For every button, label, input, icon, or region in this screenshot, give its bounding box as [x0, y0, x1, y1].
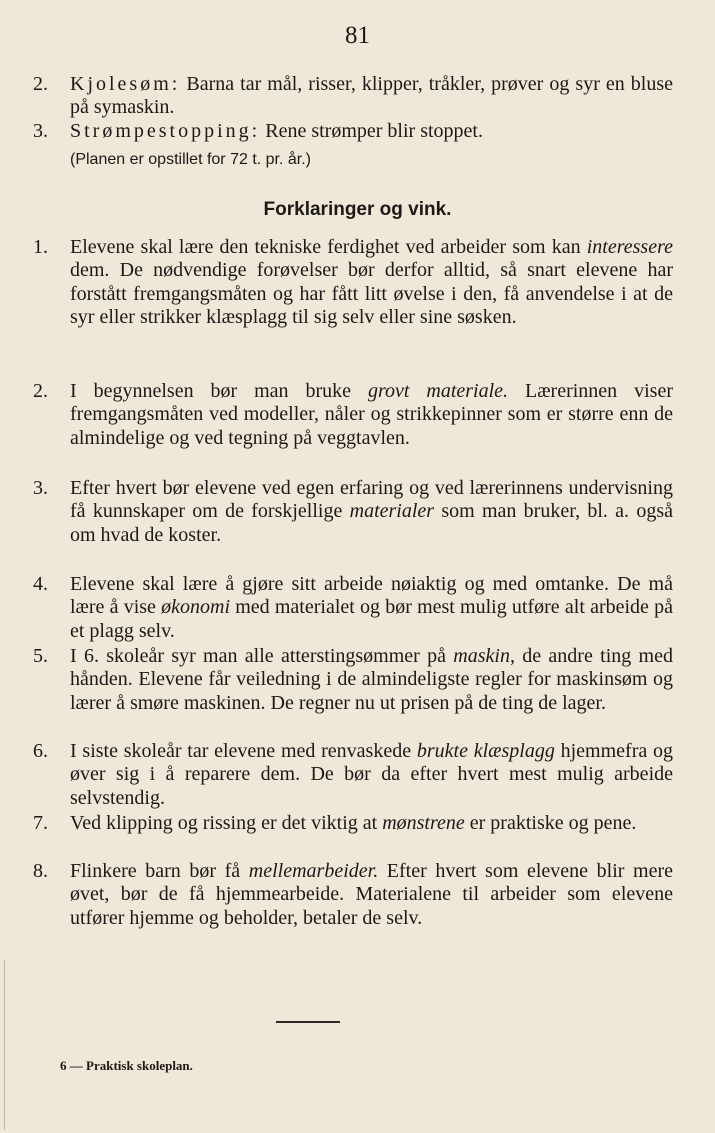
item-text: I begynnelsen bør man bruke [70, 380, 368, 402]
list-item [33, 860, 673, 930]
item-text: hjemmefra og øver sig i å reparere dem. De bør da efter hvert mest mulig arbeide selvstendig. [70, 740, 674, 809]
item-text: I siste skoleår tar elevene med renvaskede [70, 740, 417, 762]
item-emphasis: interessere [586, 236, 673, 258]
list-item [33, 812, 673, 835]
item-emphasis: maskin, [453, 645, 515, 667]
item-text: Flinkere barn bør få [70, 860, 249, 882]
list-item [33, 236, 673, 330]
item-text: med materialet og bør mest mulig utføre alt arbeide på et plagg selv. [70, 596, 673, 642]
item-text: Elevene skal lære den tekniske ferdighet ved arbeider som kan [70, 236, 587, 258]
item-text: som man bruker, bl. a. også om hvad de koster. [70, 500, 673, 546]
item-number: 7. [33, 812, 48, 834]
plan-item [33, 120, 673, 143]
list-item [33, 645, 673, 715]
plan-item-text: Rene strømper blir stoppet. [265, 120, 483, 142]
item-number: 3. [33, 120, 48, 142]
item-emphasis: mønstrene [382, 812, 465, 834]
plan-item-text: Barna tar mål, risser, klipper, tråkler, prøver og syr en bluse på symaskin. [70, 73, 674, 119]
list-item [33, 477, 673, 547]
plan-item-term: Strømpestopping: [70, 120, 261, 142]
footer-rule [276, 1021, 340, 1023]
item-number: 6. [33, 740, 48, 762]
item-number: 4. [33, 573, 48, 595]
item-number: 2. [33, 380, 48, 402]
item-text: I 6. skoleår syr man alle atterstingsømmer på [70, 645, 454, 667]
plan-note: (Planen er opstillet for 72 t. pr. år.) [70, 151, 312, 168]
item-text: er praktiske og pene. [464, 812, 637, 834]
item-emphasis: brukte klæsplagg [416, 740, 555, 762]
page-edge [4, 960, 5, 1130]
item-text: Ved klipping og rissing er det viktig at [70, 812, 383, 834]
item-text: dem. De nødvendige forøvelser bør derfor alltid, så snart elevene har forstått fremgangsmåten og har fått litt øvelse i den, få anvendelse i at de syr eller strikker klæsplagg til sig selv eller sine søsken. [70, 259, 673, 329]
item-emphasis: grovt materiale. [367, 380, 509, 402]
page-number: 81 [345, 22, 370, 49]
section-heading: Forklaringer og vink. [263, 199, 452, 220]
item-number: 5. [33, 645, 48, 667]
item-emphasis: materialer [349, 500, 435, 523]
item-number: 8. [33, 860, 48, 882]
item-text: Efter hvert bør elevene ved egen erfaring og ved lærerinnens undervisning få kunnskaper om de forskjellige [70, 477, 673, 523]
item-text: Lærerinnen viser fremgangsmåten ved modeller, nåler og strikkepinner som er større enn de almindelige og ved tegning på veggtavlen. [70, 380, 673, 449]
plan-item [33, 73, 673, 120]
list-item [33, 740, 673, 810]
plan-item-term: Kjolesøm: [70, 73, 181, 95]
item-number: 3. [33, 477, 48, 499]
list-item [33, 573, 673, 643]
item-number: 2. [33, 73, 48, 95]
item-emphasis: mellemarbeider. [248, 860, 379, 882]
item-text: Efter hvert som elevene blir mere øvet, bør de få hjemmearbeide. Materialene til arbeider som elevene utfører hjemme og beholder, betaler de selv. [70, 860, 673, 929]
signature-mark: 6 — Praktisk skoleplan. [60, 1058, 193, 1073]
list-item [33, 380, 673, 450]
item-emphasis: økonomi [161, 596, 231, 619]
item-text: de andre ting med hånden. Elevene får veiledning i de almindeligste regler for maskinsøm og lærer å smøre maskinen. De regner nu ut prisen på de ting de lager. [70, 645, 673, 714]
item-text: Elevene skal lære å gjøre sitt arbeide nøiaktig og med omtanke. De må lære å vise [70, 573, 673, 619]
item-number: 1. [33, 236, 48, 258]
